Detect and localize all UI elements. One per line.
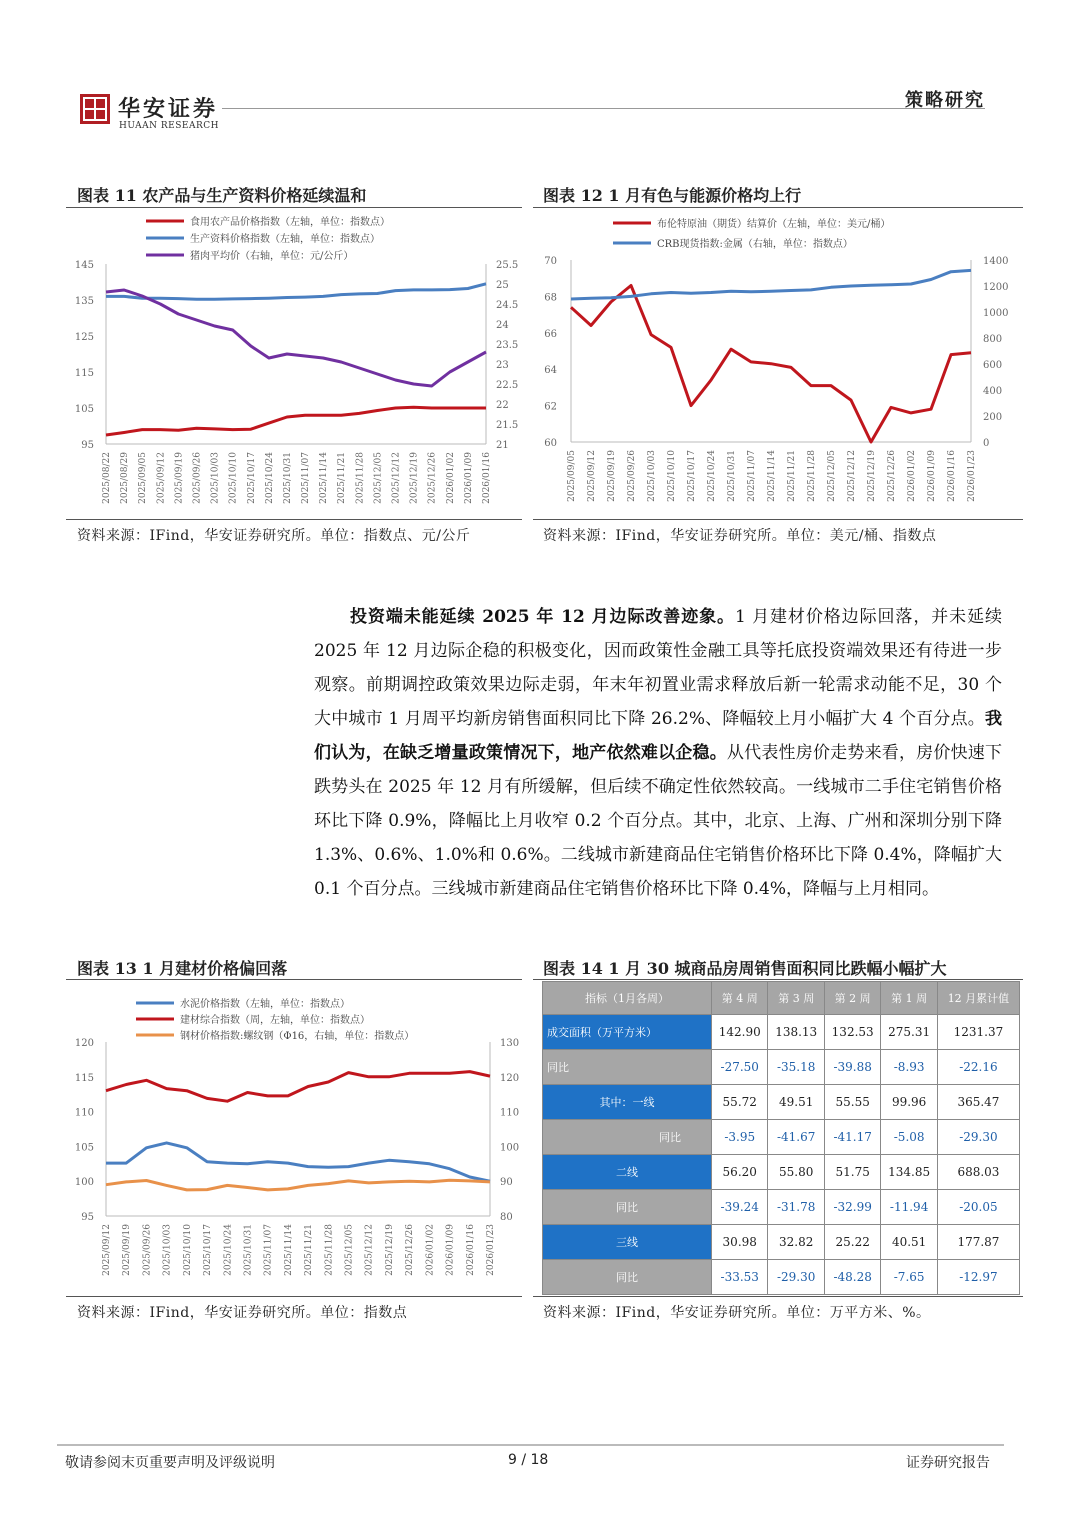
table-row [543,1190,1020,1225]
fig13-x-tick-label: 2025/12/12 [364,1224,375,1276]
fig13-left-tick-label: 100 [74,1177,94,1189]
fig11-x-tick-label: 2025/09/19 [174,452,185,504]
fig13-x-tick-label: 2025/10/17 [203,1224,214,1276]
table-cell: -29.30 [768,1260,824,1295]
fig13-x-tick-label: 2026/01/16 [465,1224,476,1276]
fig13-left-tick-label: 120 [74,1038,94,1049]
fig12-right-tick-label: 600 [983,360,1003,371]
table-cell: -39.88 [824,1050,880,1085]
table-cell: 177.87 [937,1225,1019,1260]
fig12-right-tick-label: 0 [983,438,990,449]
fig12-x-tick-label: 2025/10/17 [687,450,697,502]
brand-name-en: HUAAN RESEARCH [119,121,219,131]
fig12-x-tick-label: 2025/12/26 [887,450,897,502]
fig12-x-tick-label: 2025/11/28 [807,450,817,502]
fig12-x-tick-label: 2026/01/02 [907,450,917,502]
table-row-label: 同比 [543,1190,712,1225]
table-cell: -31.78 [768,1190,824,1225]
fig11-x-tick-label: 2025/09/05 [138,452,149,504]
fig13-x-tick-label: 2026/01/09 [445,1224,456,1276]
table-row-label: 三线 [543,1225,712,1260]
table-cell: -39.24 [712,1190,768,1225]
fig12-source: 资料来源：IFind，华安证券研究所。单位：美元/桶、指数点 [543,528,937,544]
fig12-x-tick-label: 2025/09/05 [567,450,577,502]
fig11-x-tick-label: 2025/12/19 [409,452,420,504]
table-cell: -5.08 [881,1120,937,1155]
fig13-left-tick-label: 95 [81,1212,94,1223]
table-row [543,1015,1020,1050]
fig11-x-tick-label: 2025/11/14 [319,452,330,504]
fig13-right-tick-label: 80 [500,1212,513,1223]
fig12-x-tick-label: 2026/01/09 [927,450,937,502]
table-cell: 49.51 [768,1085,824,1120]
table-cell: 1231.37 [937,1015,1019,1050]
fig13-x-tick-label: 2025/10/03 [162,1224,173,1276]
fig11-left-tick-label: 125 [74,332,94,343]
fig12-left-tick-label: 66 [544,328,557,340]
table-row-label: 其中：一线 [543,1085,712,1120]
fig12-right-tick-label: 200 [983,412,1003,423]
table-header-cell: 第 3 周 [768,982,824,1015]
fig12-x-tick-label: 2025/09/19 [607,450,617,502]
table-cell: 688.03 [937,1155,1019,1190]
fig11-right-tick-label: 21 [496,440,509,451]
fig11-x-tick-label: 2025/11/21 [337,452,348,504]
table-cell: 365.47 [937,1085,1019,1120]
fig12-right-tick-label: 1200 [983,282,1009,293]
fig12-left-tick-label: 64 [544,365,557,377]
body-bold2: 我们认为，在缺乏增量政策情况下，地产依然难以企稳。 [314,709,1002,763]
table-cell: 99.96 [881,1085,937,1120]
fig11-series-line [106,284,486,300]
table-cell: -3.95 [712,1120,768,1155]
fig13-right-tick-label: 90 [500,1177,513,1189]
table-header-cell: 第 1 周 [881,982,937,1015]
fig13-x-tick-label: 2025/12/26 [405,1224,416,1276]
fig13-series-line [106,1072,490,1102]
fig13-source: 资料来源：IFind，华安证券研究所。单位：指数点 [77,1305,408,1321]
fig12-right-tick-label: 400 [983,386,1003,397]
table-row [543,1225,1020,1260]
fig13-x-tick-label: 2026/01/02 [425,1224,436,1276]
fig12-right-tick-label: 800 [983,334,1003,345]
fig12-x-tick-label: 2025/11/21 [787,450,797,502]
fig12-left-tick-label: 62 [544,401,557,413]
fig12-right-tick-label: 1000 [983,308,1009,319]
fig11-left-tick-label: 115 [74,368,94,379]
body-paragraph [314,600,1002,906]
fig12-title: 图表 12 1 月有色与能源价格均上行 [543,186,802,205]
table-row [543,1155,1020,1190]
fig11-x-tick-label: 2025/10/31 [282,452,293,504]
fig12-left-tick-label: 70 [544,256,557,267]
fig14-title: 图表 14 1 月 30 城商品房周销售面积同比跌幅小幅扩大 [543,959,947,978]
table-header-cell: 第 2 周 [824,982,880,1015]
table-cell: 25.22 [824,1225,880,1260]
fig11-right-tick-label: 21.5 [496,420,519,431]
fig13-right-tick-label: 110 [500,1107,520,1119]
fig11-x-tick-label: 2025/11/07 [301,452,312,504]
fig11-x-tick-label: 2025/10/24 [264,452,275,504]
table-cell: 275.31 [881,1015,937,1050]
table-cell: -48.28 [824,1260,880,1295]
fig11-left-tick-label: 105 [74,404,94,415]
fig11-right-tick-label: 25.5 [496,260,519,271]
fig11-x-tick-label: 2026/01/09 [463,452,474,504]
fig11-x-tick-label: 2025/10/17 [246,452,257,504]
fig12-x-tick-label: 2025/12/19 [867,450,877,502]
table-header-cell: 第 4 周 [712,982,768,1015]
fig12-x-tick-label: 2025/10/24 [707,450,717,502]
fig11-left-tick-label: 95 [81,440,94,451]
table-cell: -33.53 [712,1260,768,1295]
table-cell: -12.97 [937,1260,1019,1295]
fig12-series-line [571,286,971,443]
table-row-label: 成交面积（万平方米） [543,1015,712,1050]
section-title: 策略研究 [905,90,985,111]
table-cell: -22.16 [937,1050,1019,1085]
fig12-x-tick-label: 2026/01/16 [947,450,957,502]
fig11-series-line [106,290,486,386]
table-row [543,1085,1020,1120]
fig11-series-line [106,407,486,435]
fig11-right-tick-label: 23 [496,360,509,371]
table-row-label: 同比 [543,1260,712,1295]
fig11-right-tick-label: 25 [496,280,509,291]
fig13-x-tick-label: 2025/09/12 [102,1224,112,1276]
table-cell: 132.53 [824,1015,880,1050]
fig13-x-tick-label: 2025/09/19 [122,1224,133,1276]
fig13-x-tick-label: 2025/09/26 [142,1224,153,1276]
fig13-left-tick-label: 110 [74,1107,94,1119]
fig12-legend-label: 布伦特原油（期货）结算价（左轴，单位：美元/桶） [657,219,891,230]
table-cell: 138.13 [768,1015,824,1050]
table-cell: -32.99 [824,1190,880,1225]
fig11-x-tick-label: 2026/01/02 [445,452,456,504]
body-text: 1 月建材价格边际回落，并未延续 2025 年 12 月边际企稳的积极变化，因而政策性金融工具等托底投资端效果还有待进一步观察。前期调控政策效果边际走弱，年末年初置业需求释放后新一轮需求动能不足，30 个大中城市 1 月周平均新房销售面积同比下降 26.2%、降幅较上月小幅扩大 4 个百分点。 [314,607,1002,729]
fig11-legend-label: 猪肉平均价（右轴，单位：元/公斤） [190,251,354,262]
table-row [543,1120,1020,1155]
fig11-legend-label: 生产资料价格指数（左轴，单位：指数点） [190,234,380,245]
fig13-x-tick-label: 2025/11/07 [263,1224,274,1276]
fig11-source: 资料来源：IFind，华安证券研究所。单位：指数点、元/公斤 [77,528,471,544]
table-cell: 32.82 [768,1225,824,1260]
fig11-right-tick-label: 23.5 [496,340,519,351]
page-number: 9 / 18 [508,1452,549,1468]
fig12-x-tick-label: 2025/09/26 [627,450,637,502]
fig12-x-tick-label: 2025/10/31 [727,450,737,502]
table-cell: 30.98 [712,1225,768,1260]
fig12-x-tick-label: 2025/09/12 [587,450,597,502]
fig11-x-tick-label: 2025/12/26 [427,452,438,504]
footer-report-type: 证券研究报告 [906,1455,990,1471]
fig12-x-tick-label: 2025/10/03 [647,450,657,502]
fig11-right-tick-label: 24 [496,320,509,331]
fig12-bottom-rule [533,519,1023,520]
table-cell: 55.80 [768,1155,824,1190]
fig13-left-tick-label: 105 [74,1142,94,1154]
table-cell: 40.51 [881,1225,937,1260]
fig13-x-tick-label: 2025/10/10 [182,1224,193,1276]
table-header-cell: 12 月累计值 [937,982,1019,1015]
fig12-right-tick-label: 1400 [983,256,1009,267]
fig11-x-tick-label: 2025/12/12 [391,452,402,504]
fig13-right-tick-label: 100 [500,1142,520,1154]
table-cell: -11.94 [881,1190,937,1225]
table-cell: -7.65 [881,1260,937,1295]
fig13-x-tick-label: 2026/01/23 [486,1224,496,1276]
fig14-top-rule [533,979,1023,980]
table-cell: 55.55 [824,1085,880,1120]
table-cell: -27.50 [712,1050,768,1085]
fig12-chart [533,208,1023,518]
fig14-table [542,981,1020,1295]
fig12-x-tick-label: 2025/11/07 [747,450,757,502]
table-row-label: 同比 [543,1050,712,1085]
fig13-x-tick-label: 2025/10/31 [243,1224,254,1276]
header-rule [222,108,985,109]
fig13-right-tick-label: 130 [500,1038,520,1049]
fig13-series-line [106,1143,490,1181]
table-cell: -8.93 [881,1050,937,1085]
table-cell: 134.85 [881,1155,937,1190]
fig13-legend-label: 钢材价格指数:螺纹钢（Φ16，右轴，单位：指数点） [180,1031,415,1042]
table-cell: 142.90 [712,1015,768,1050]
table-cell: -41.67 [768,1120,824,1155]
fig13-legend-label: 水泥价格指数（左轴，单位：指数点） [180,999,350,1010]
fig11-x-tick-label: 2026/01/16 [482,452,492,504]
fig14-bottom-rule [533,1296,1023,1297]
fig11-x-tick-label: 2025/09/12 [156,452,167,504]
fig11-title: 图表 11 农产品与生产资料价格延续温和 [77,186,367,205]
table-header-cell: 指标（1月各周） [543,982,712,1015]
footer-disclaimer: 敬请参阅末页重要声明及评级说明 [65,1455,275,1471]
table-header-row [543,982,1020,1015]
fig11-right-tick-label: 24.5 [496,300,519,311]
footer-rule [57,1444,1004,1446]
brand-name: 华安证券 [118,96,219,122]
table-cell: -29.30 [937,1120,1019,1155]
fig13-right-tick-label: 120 [500,1072,520,1084]
fig11-bottom-rule [66,519,522,520]
fig11-x-tick-label: 2025/10/10 [228,452,239,504]
fig12-x-tick-label: 2025/12/05 [827,450,837,502]
fig13-bottom-rule [66,1296,522,1297]
fig13-x-tick-label: 2025/10/24 [223,1224,234,1276]
table-row-label: 同比 [543,1120,712,1155]
fig13-x-tick-label: 2025/11/21 [304,1224,315,1276]
fig11-x-tick-label: 2025/12/05 [373,452,384,504]
fig11-left-tick-label: 135 [74,296,94,307]
fig11-legend-label: 食用农产品价格指数（左轴，单位：指数点） [190,217,390,228]
table-cell: -41.17 [824,1120,880,1155]
table-cell: -20.05 [937,1190,1019,1225]
table-row-label: 二线 [543,1155,712,1190]
fig12-left-tick-label: 60 [544,438,557,449]
fig11-x-tick-label: 2025/09/26 [192,452,203,504]
table-row [543,1260,1020,1295]
table-row [543,1050,1020,1085]
fig12-x-tick-label: 2025/10/10 [667,450,677,502]
fig12-left-tick-label: 68 [544,292,557,304]
fig13-left-tick-label: 115 [74,1072,94,1084]
fig12-x-tick-label: 2026/01/23 [967,450,977,502]
fig11-x-tick-label: 2025/10/03 [210,452,221,504]
table-cell: 56.20 [712,1155,768,1190]
table-cell: -35.18 [768,1050,824,1085]
fig13-series-line [106,1180,490,1190]
fig13-x-tick-label: 2025/11/14 [283,1224,294,1276]
fig13-x-tick-label: 2025/12/19 [384,1224,395,1276]
fig11-left-tick-label: 145 [74,260,94,271]
fig11-chart [66,208,522,518]
fig11-right-tick-label: 22.5 [496,380,519,391]
body-lead: 投资端未能延续 2025 年 12 月边际改善迹象。 [350,607,735,627]
fig11-right-tick-label: 22 [496,400,509,411]
fig14-source: 资料来源：IFind，华安证券研究所。单位：万平方米、%。 [543,1305,931,1321]
fig11-x-tick-label: 2025/11/28 [355,452,366,504]
fig12-legend-label: CRB现货指数:金属（右轴，单位：指数点） [657,239,853,250]
fig12-x-tick-label: 2025/11/14 [767,450,777,502]
fig13-x-tick-label: 2025/11/28 [324,1224,335,1276]
fig11-x-tick-label: 2025/08/22 [102,452,112,504]
fig13-legend-label: 建材综合指数（周，左轴，单位：指数点） [180,1015,370,1026]
fig13-title: 图表 13 1 月建材价格偏回落 [77,959,288,978]
body-text2: 从代表性房价走势来看，房价快速下跌势头在 2025 年 12 月有所缓解，但后续不确定性依然较高。一线城市二手住宅销售价格环比下降 0.9%，降幅比上月收窄 0.2 个百分点。其中，北京、上海、广州和深圳分别下降 1.3%、0.6%、1.0%和 0.6%。二线城市新建商品住宅销售价格环比下降 0.4%，降幅扩大 0.1 个百分点。三线城市新建商品住宅销售价格环比下降 0.4%，降幅与上月相同。 [314,743,1002,899]
brand-logo-icon [80,94,110,124]
fig12-x-tick-label: 2025/12/12 [847,450,857,502]
fig13-chart [66,980,522,1295]
fig13-x-tick-label: 2025/12/05 [344,1224,355,1276]
fig11-x-tick-label: 2025/08/29 [120,452,131,504]
table-cell: 51.75 [824,1155,880,1190]
table-cell: 55.72 [712,1085,768,1120]
